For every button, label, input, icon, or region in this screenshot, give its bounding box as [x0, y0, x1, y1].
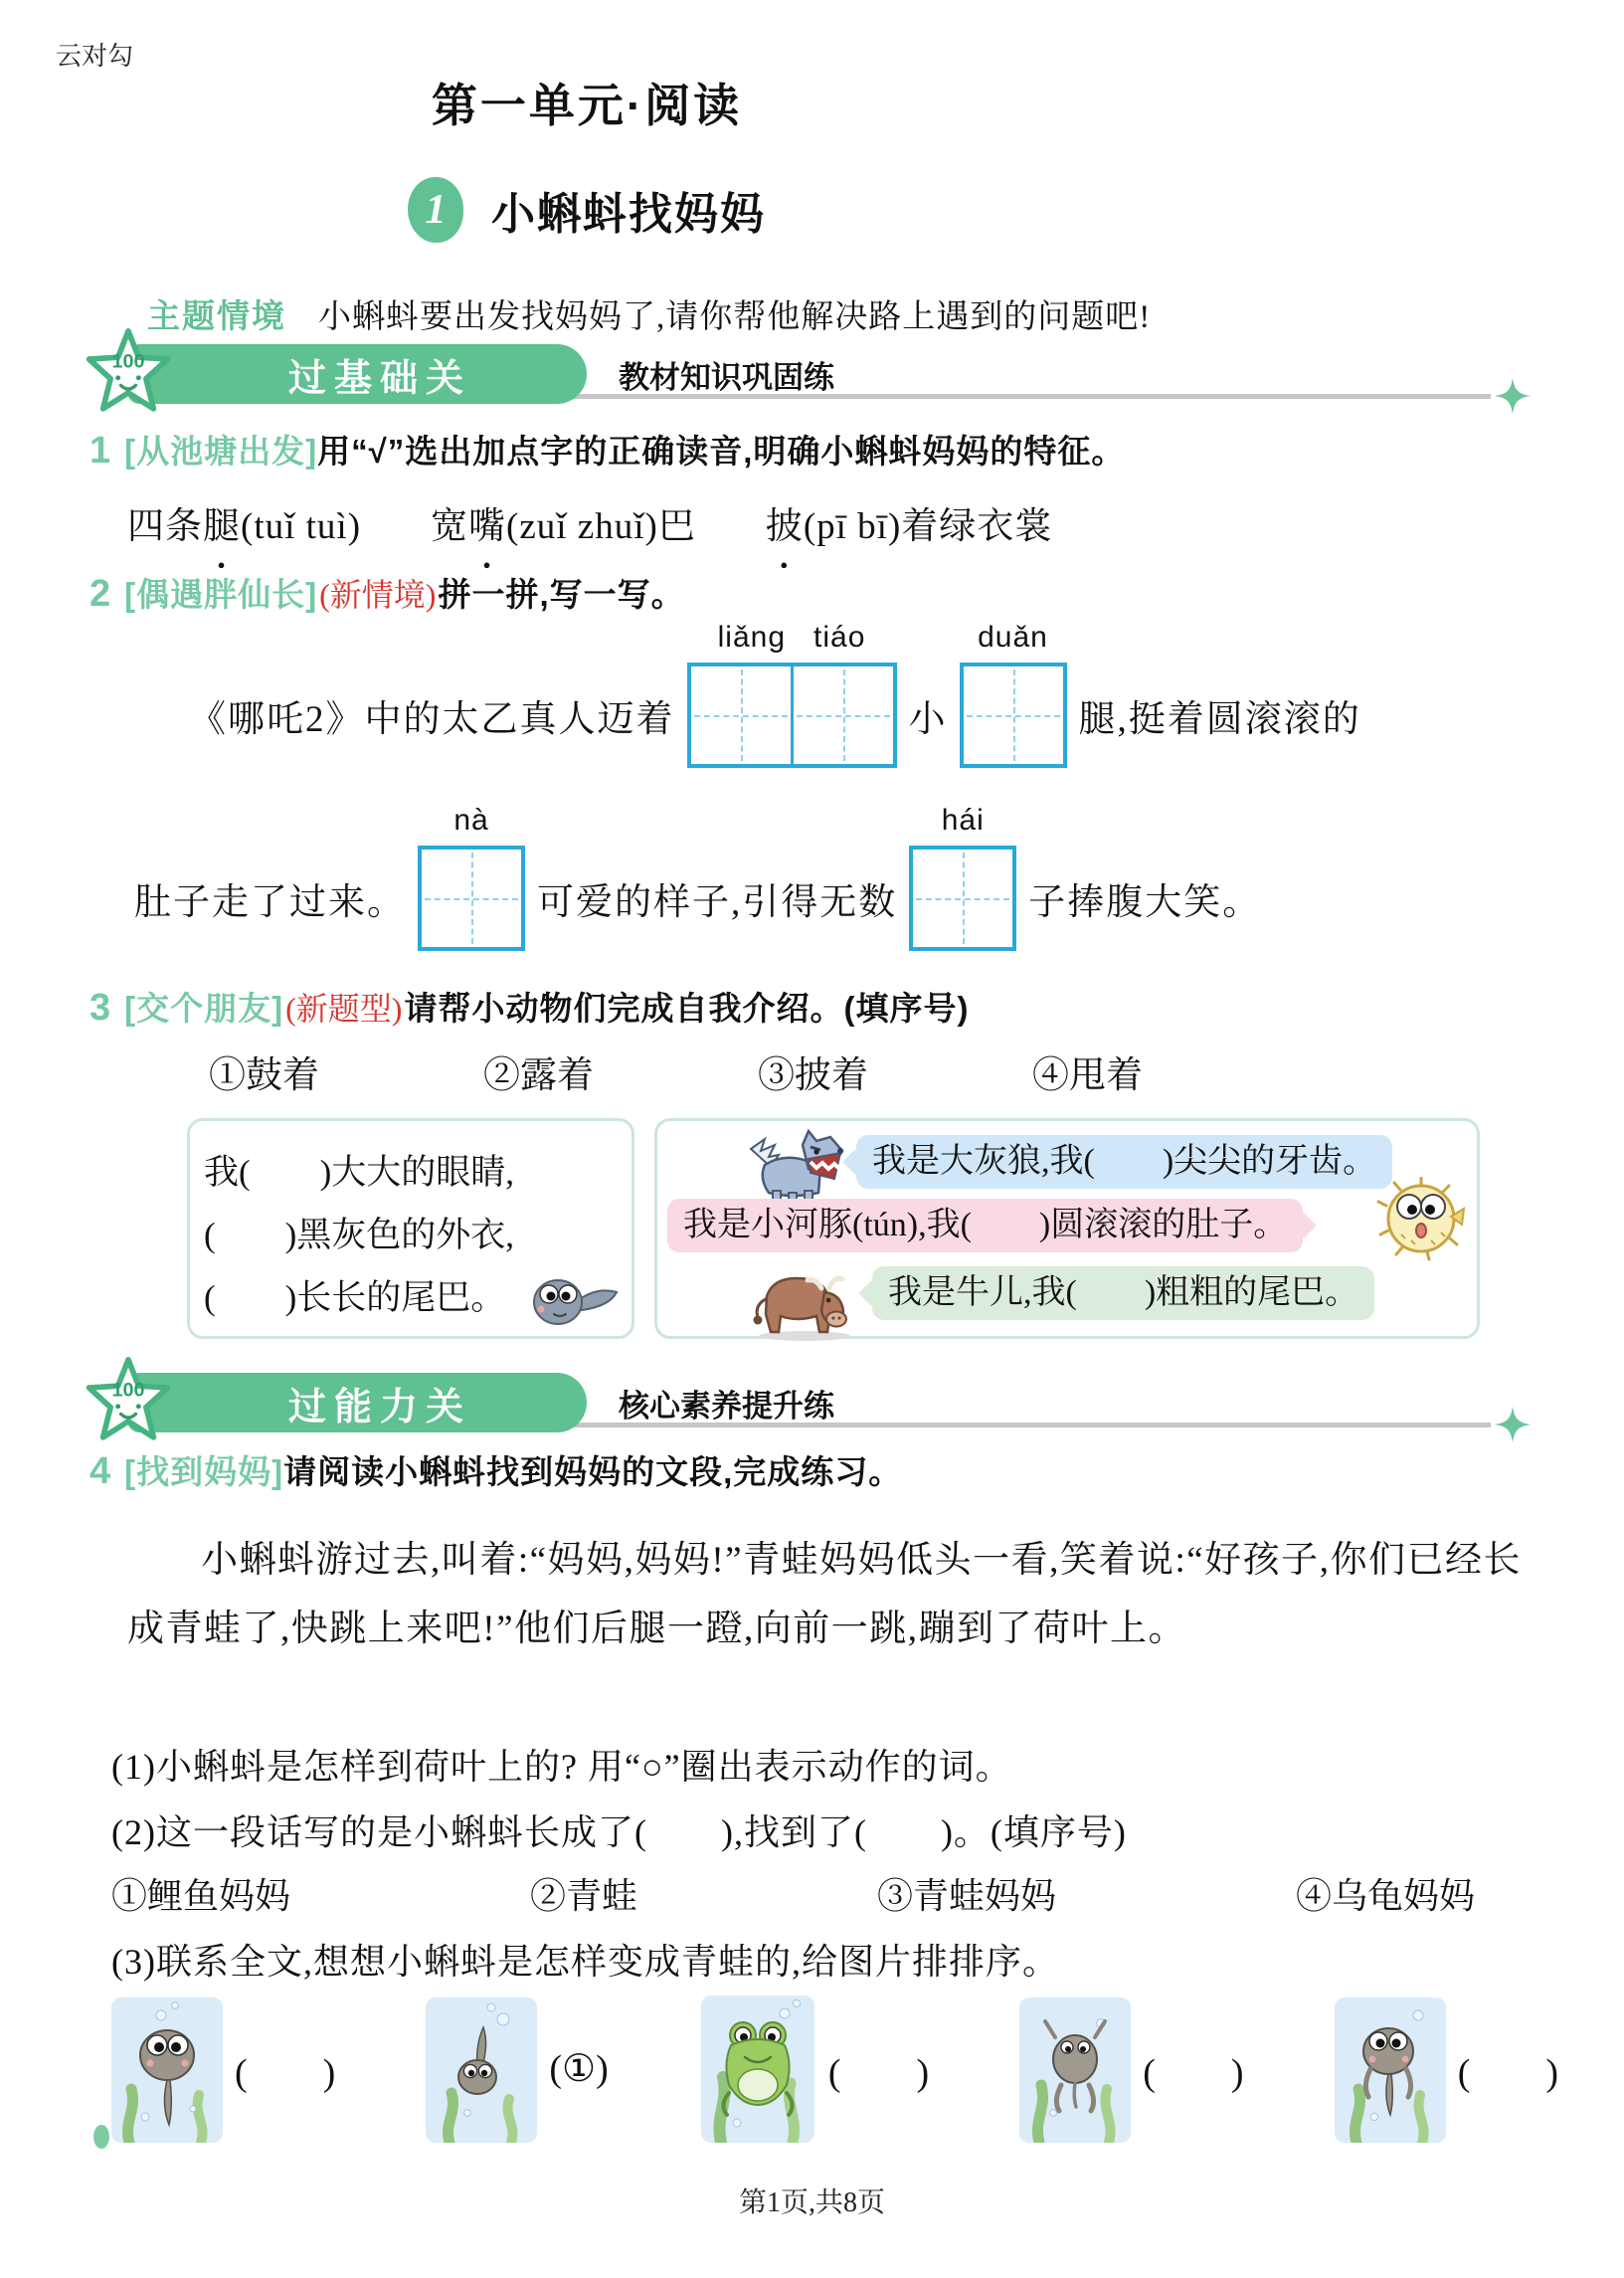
animal-intro-card — [654, 1118, 1480, 1339]
page-number: 第1页,共8页 — [738, 2187, 885, 2218]
sparkle-star-icon — [1493, 376, 1533, 416]
q2-line2-pre: 肚子走了过来。 — [134, 882, 406, 923]
score-text: 100 — [111, 1379, 145, 1402]
tadpole-icon — [524, 1266, 624, 1330]
section-subtitle: 教材知识巩固练 — [619, 360, 834, 395]
q3-option-4: ④甩着 — [1032, 1055, 1143, 1096]
lesson-number-badge: 1 — [408, 177, 463, 243]
order-blank: ( ) — [1143, 2051, 1244, 2094]
theme-label: 主题情境 — [147, 297, 286, 334]
pufferfish-icon — [1375, 1177, 1467, 1262]
cow-icon — [745, 1256, 864, 1342]
stage-item — [1013, 1993, 1243, 2143]
q3-option-3: ③披着 — [758, 1055, 868, 1096]
question-tag-new: (新题型) — [285, 991, 403, 1027]
intro-line-2: ( )黑灰色的外衣, — [204, 1216, 515, 1254]
section-banner-skills — [88, 1373, 1536, 1456]
pinyin-label: duǎn — [978, 621, 1048, 654]
cow-bubble — [872, 1266, 1374, 1320]
q2-line-2 — [134, 804, 1262, 951]
q3-option-1: ①鼓着 — [209, 1055, 319, 1096]
wolf-bubble — [856, 1135, 1392, 1189]
q2-line-1 — [189, 621, 1361, 768]
q3-option-2: ②露着 — [483, 1055, 594, 1096]
pufferfish-bubble-text: 我是小河豚(tún),我( )圆滚滚的肚子。 — [683, 1207, 1288, 1243]
wolf-bubble-text: 我是大灰狼,我( )尖尖的牙齿。 — [872, 1143, 1377, 1180]
stage-item — [105, 1993, 335, 2143]
question-tag: [从池塘出发] — [124, 433, 318, 470]
q1-item-3: 披 ●(pī bī)着绿衣裳 — [766, 495, 1052, 549]
dotted-char: 披 ● — [766, 495, 804, 549]
writing-box-group — [909, 804, 1016, 951]
q1-item-2: 宽嘴 ●(zuǐ zhuǐ)巴 — [431, 495, 696, 549]
tadpole-hindlegs-icon — [1329, 1993, 1452, 2143]
q4-option-3: ③青蛙妈妈 — [876, 1876, 1056, 1916]
question-2-header — [90, 569, 1584, 616]
q4-option-2: ②青蛙 — [529, 1876, 637, 1916]
section-subtitle: 核心素养提升练 — [619, 1389, 834, 1424]
question-1-header — [90, 426, 1584, 473]
section-title: 过能力关 — [287, 1386, 471, 1428]
q4-sub2-options — [111, 1868, 1475, 1919]
stage-item — [420, 1993, 608, 2143]
writing-cell — [691, 666, 791, 764]
theme-row — [147, 290, 1544, 337]
froglet-icon — [1013, 1993, 1137, 2143]
stage-item — [1329, 1993, 1558, 2143]
order-blank: ( ) — [1457, 2051, 1558, 2094]
pinyin-label: nà — [453, 804, 489, 837]
q2-line1-pre: 《哪吒2》中的太乙真人迈着 — [189, 699, 675, 740]
question-4-header — [90, 1446, 1584, 1493]
cow-bubble-text: 我是牛儿,我( )粗粗的尾巴。 — [888, 1274, 1359, 1311]
section-title: 过基础关 — [287, 357, 471, 400]
writing-cell — [964, 666, 1063, 764]
section-banner-basics — [88, 344, 1536, 428]
banner-pill — [127, 344, 587, 404]
question-number: 4 — [90, 1450, 111, 1492]
q1-item-1: 四条腿 ●(tuǐ tuì) — [127, 495, 361, 549]
intro-line-3: ( )长长的尾巴。 — [204, 1278, 506, 1317]
theme-text: 小蝌蚪要出发找妈妈了,请你帮他解决路上遇到的问题吧! — [318, 299, 1152, 335]
q4-option-1: ①鲤鱼妈妈 — [111, 1876, 291, 1916]
writing-cell — [791, 666, 893, 764]
pinyin-label: liǎng tiáo — [717, 621, 866, 654]
tadpole-intro-card — [187, 1118, 634, 1339]
q2-line1-mid: 小 — [908, 699, 948, 740]
stage-item — [693, 1993, 929, 2143]
writing-cell — [913, 850, 1012, 947]
q4-sub1: (1)小蝌蚪是怎样到荷叶上的? 用“○”圈出表示动作的词。 — [111, 1747, 1012, 1787]
intro-line-1: 我( )大大的眼睛, — [204, 1153, 515, 1192]
q4-sub2: (2)这一段话写的是小蝌蚪长成了( ),找到了( )。(填序号) — [111, 1812, 1127, 1852]
dotted-char: 腿 ● — [203, 495, 241, 549]
writing-box-group — [418, 804, 525, 951]
question-text: 用“√”选出加点字的正确读音,明确小蝌蚪妈妈的特征。 — [317, 433, 1126, 470]
lesson-title: 小蝌蚪找妈妈 — [491, 190, 766, 239]
q3-options — [209, 1044, 1143, 1098]
reading-passage: 小蝌蚪游过去,叫着:“妈妈,妈妈!”青蛙妈妈低头一看,笑着说:“好孩子,你们已经长成青蛙了,快跳上来吧!”他们后腿一蹬,向前一跳,蹦到了荷叶上。 — [127, 1540, 1522, 1649]
question-number: 2 — [90, 573, 111, 615]
pinyin-label: hái — [941, 804, 985, 837]
question-number: 1 — [90, 430, 111, 472]
q1-choice-line — [127, 495, 1052, 549]
page-margin-dot — [93, 2125, 109, 2149]
score-star-icon — [82, 1357, 175, 1450]
question-number: 3 — [90, 987, 111, 1029]
tadpole-stage2-icon — [420, 1993, 543, 2143]
q2-line1-post: 腿,挺着圆滚滚的 — [1078, 699, 1361, 740]
question-tag: [交个朋友] — [124, 990, 284, 1027]
pufferfish-bubble — [667, 1199, 1303, 1252]
question-tag: [偶遇胖仙长] — [124, 576, 318, 613]
frog-lifecycle-row — [105, 1993, 1558, 2143]
watermark: 云对勾 — [56, 42, 134, 71]
order-blank: ( ) — [827, 2051, 930, 2094]
question-text: 拼一拼,写一写。 — [438, 576, 685, 613]
banner-pill — [127, 1373, 587, 1432]
lesson-header — [0, 177, 1173, 243]
frog-adult-icon — [693, 1993, 822, 2143]
writing-box-group — [960, 621, 1067, 768]
question-tag: [找到妈妈] — [124, 1453, 284, 1490]
writing-box-group — [687, 621, 897, 768]
order-blank: (①) — [549, 2047, 609, 2090]
dotted-char: 嘴 ● — [468, 495, 506, 549]
q2-line2-post: 子捧腹大笑。 — [1028, 882, 1262, 923]
sparkle-star-icon — [1493, 1405, 1533, 1444]
question-tag-new: (新情境) — [319, 577, 437, 613]
question-text: 请阅读小蝌蚪找到妈妈的文段,完成练习。 — [283, 1453, 903, 1490]
writing-cell — [422, 850, 521, 947]
score-star-icon — [82, 328, 175, 422]
unit-title: 第一单元·阅读 — [431, 80, 743, 131]
question-text: 请帮小动物们完成自我介绍。(填序号) — [404, 990, 970, 1027]
score-text: 100 — [111, 350, 145, 373]
q4-option-4: ④乌龟妈妈 — [1295, 1876, 1475, 1916]
q2-line2-mid: 可爱的样子,引得无数 — [537, 882, 898, 923]
order-blank: ( ) — [235, 2051, 336, 2094]
tadpole-stage1-icon — [105, 1993, 229, 2143]
question-3-header — [90, 983, 1584, 1030]
q4-sub3: (3)联系全文,想想小蝌蚪是怎样变成青蛙的,给图片排排序。 — [111, 1942, 1059, 1982]
